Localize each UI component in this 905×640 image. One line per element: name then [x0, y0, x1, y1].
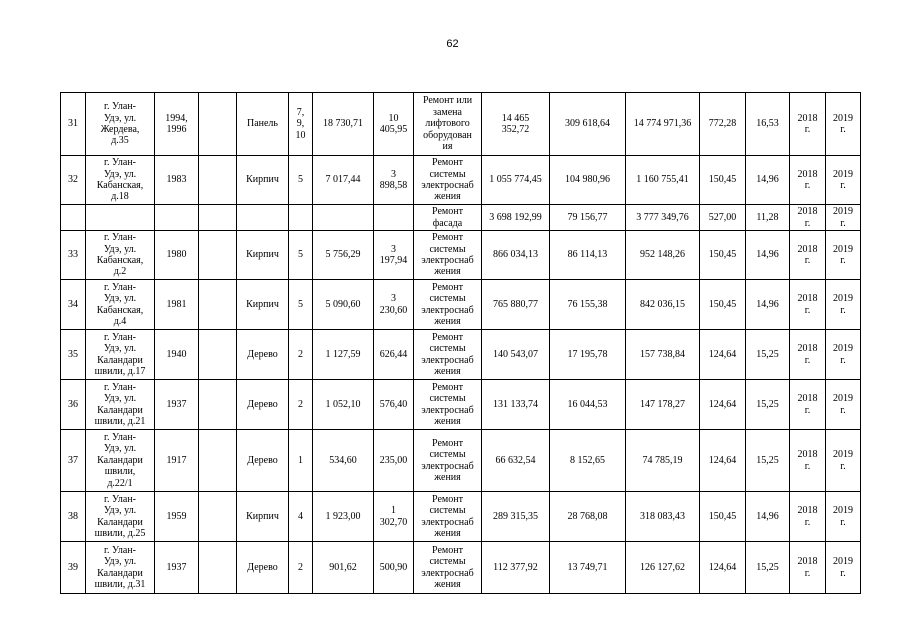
- blank-cell: [199, 542, 237, 594]
- year-built-cell: 1980: [155, 231, 199, 280]
- end-year-cell: 2019 г.: [826, 231, 861, 280]
- work-type-cell: Ремонт системы электроснаб жения: [414, 492, 482, 542]
- start-year-cell: 2018 г.: [790, 205, 826, 231]
- work-type-cell: Ремонт системы электроснаб жения: [414, 542, 482, 594]
- start-year-cell: 2018 г.: [790, 430, 826, 492]
- unit-cost-cell-2: 16,53: [746, 93, 790, 156]
- address-cell: г. Улан- Удэ, ул. Кабанская, д.18: [86, 156, 155, 205]
- work-type-cell: Ремонт или замена лифтового оборудован ия: [414, 93, 482, 156]
- floors-cell: 4: [289, 492, 313, 542]
- unit-cost-cell-1: 527,00: [700, 205, 746, 231]
- table-row: [61, 280, 861, 330]
- end-year-cell: 2019 г.: [826, 280, 861, 330]
- cost-cell-2: 86 114,13: [550, 231, 626, 280]
- cost-cell-1: 3 698 192,99: [482, 205, 550, 231]
- unit-cost-cell-2: 14,96: [746, 492, 790, 542]
- wall-material-cell: Кирпич: [237, 492, 289, 542]
- start-year-cell: 2018 г.: [790, 492, 826, 542]
- unit-cost-cell-1: 124,64: [700, 380, 746, 430]
- work-type-cell: Ремонт системы электроснаб жения: [414, 231, 482, 280]
- year-built-cell: 1983: [155, 156, 199, 205]
- cost-cell-3: 842 036,15: [626, 280, 700, 330]
- blank-cell: [199, 231, 237, 280]
- floors-cell: 7, 9, 10: [289, 93, 313, 156]
- blank-cell: [199, 205, 237, 231]
- unit-cost-cell-1: 150,45: [700, 492, 746, 542]
- cost-cell-3: 126 127,62: [626, 542, 700, 594]
- wall-material-cell: Дерево: [237, 380, 289, 430]
- area-total-cell: 5 090,60: [313, 280, 374, 330]
- area-total-cell: 7 017,44: [313, 156, 374, 205]
- end-year-cell: 2019 г.: [826, 430, 861, 492]
- address-cell: г. Улан- Удэ, ул. Кабанская, д.4: [86, 280, 155, 330]
- cost-cell-2: 16 044,53: [550, 380, 626, 430]
- row-number-cell: 34: [61, 280, 86, 330]
- cost-cell-2: 17 195,78: [550, 330, 626, 380]
- area-total-cell: 5 756,29: [313, 231, 374, 280]
- table-row: [61, 380, 861, 430]
- cost-cell-1: 14 465 352,72: [482, 93, 550, 156]
- end-year-cell: 2019 г.: [826, 542, 861, 594]
- page-number: 62: [446, 38, 459, 50]
- blank-cell: [199, 156, 237, 205]
- floors-cell: [289, 205, 313, 231]
- wall-material-cell: Панель: [237, 93, 289, 156]
- cost-cell-1: 765 880,77: [482, 280, 550, 330]
- address-cell: г. Улан- Удэ, ул. Каландари швили, д.17: [86, 330, 155, 380]
- table-row: [61, 231, 861, 280]
- cost-cell-2: 104 980,96: [550, 156, 626, 205]
- area-second-cell: 626,44: [374, 330, 414, 380]
- address-cell: г. Улан- Удэ, ул. Каландари швили, д.25: [86, 492, 155, 542]
- year-built-cell: 1959: [155, 492, 199, 542]
- blank-cell: [199, 380, 237, 430]
- work-type-cell: Ремонт фасада: [414, 205, 482, 231]
- floors-cell: 5: [289, 280, 313, 330]
- blank-cell: [199, 492, 237, 542]
- row-number-cell: 39: [61, 542, 86, 594]
- row-number-cell: 33: [61, 231, 86, 280]
- area-second-cell: 235,00: [374, 430, 414, 492]
- work-type-cell: Ремонт системы электроснаб жения: [414, 330, 482, 380]
- cost-cell-3: 952 148,26: [626, 231, 700, 280]
- row-number-cell: 32: [61, 156, 86, 205]
- table-row: [61, 93, 861, 156]
- wall-material-cell: Дерево: [237, 430, 289, 492]
- unit-cost-cell-1: 150,45: [700, 156, 746, 205]
- blank-cell: [199, 330, 237, 380]
- table-row: [61, 205, 861, 231]
- cost-cell-1: 112 377,92: [482, 542, 550, 594]
- cost-cell-2: 76 155,38: [550, 280, 626, 330]
- address-cell: г. Улан- Удэ, ул. Кабанская, д.2: [86, 231, 155, 280]
- year-built-cell: 1994, 1996: [155, 93, 199, 156]
- start-year-cell: 2018 г.: [790, 280, 826, 330]
- area-second-cell: 3 197,94: [374, 231, 414, 280]
- cost-cell-2: 79 156,77: [550, 205, 626, 231]
- cost-cell-1: 140 543,07: [482, 330, 550, 380]
- floors-cell: 2: [289, 330, 313, 380]
- area-second-cell: 576,40: [374, 380, 414, 430]
- end-year-cell: 2019 г.: [826, 330, 861, 380]
- work-type-cell: Ремонт системы электроснаб жения: [414, 430, 482, 492]
- wall-material-cell: Дерево: [237, 330, 289, 380]
- unit-cost-cell-2: 15,25: [746, 380, 790, 430]
- cost-cell-2: 309 618,64: [550, 93, 626, 156]
- end-year-cell: 2019 г.: [826, 492, 861, 542]
- unit-cost-cell-2: 14,96: [746, 156, 790, 205]
- unit-cost-cell-1: 124,64: [700, 430, 746, 492]
- row-number-cell: 38: [61, 492, 86, 542]
- table-row: [61, 542, 861, 594]
- row-number-cell: 36: [61, 380, 86, 430]
- area-second-cell: 10 405,95: [374, 93, 414, 156]
- table-row: [61, 492, 861, 542]
- start-year-cell: 2018 г.: [790, 542, 826, 594]
- work-type-cell: Ремонт системы электроснаб жения: [414, 380, 482, 430]
- unit-cost-cell-2: 15,25: [746, 330, 790, 380]
- year-built-cell: 1937: [155, 380, 199, 430]
- table-row: [61, 330, 861, 380]
- address-cell: г. Улан- Удэ, ул. Каландари швили, д.21: [86, 380, 155, 430]
- table-row: [61, 156, 861, 205]
- address-cell: г. Улан- Удэ, ул. Каландари швили, д.31: [86, 542, 155, 594]
- row-number-cell: 37: [61, 430, 86, 492]
- area-total-cell: 18 730,71: [313, 93, 374, 156]
- row-number-cell: [61, 205, 86, 231]
- area-second-cell: 1 302,70: [374, 492, 414, 542]
- floors-cell: 1: [289, 430, 313, 492]
- end-year-cell: 2019 г.: [826, 205, 861, 231]
- end-year-cell: 2019 г.: [826, 380, 861, 430]
- start-year-cell: 2018 г.: [790, 330, 826, 380]
- work-type-cell: Ремонт системы электроснаб жения: [414, 156, 482, 205]
- cost-cell-1: 131 133,74: [482, 380, 550, 430]
- floors-cell: 5: [289, 156, 313, 205]
- works-table: [60, 92, 861, 594]
- year-built-cell: 1937: [155, 542, 199, 594]
- wall-material-cell: Кирпич: [237, 231, 289, 280]
- unit-cost-cell-2: 15,25: [746, 542, 790, 594]
- cost-cell-2: 8 152,65: [550, 430, 626, 492]
- table-row: [61, 430, 861, 492]
- floors-cell: 5: [289, 231, 313, 280]
- wall-material-cell: [237, 205, 289, 231]
- start-year-cell: 2018 г.: [790, 93, 826, 156]
- unit-cost-cell-2: 14,96: [746, 280, 790, 330]
- unit-cost-cell-2: 11,28: [746, 205, 790, 231]
- year-built-cell: 1981: [155, 280, 199, 330]
- cost-cell-1: 66 632,54: [482, 430, 550, 492]
- area-second-cell: 3 230,60: [374, 280, 414, 330]
- area-total-cell: 901,62: [313, 542, 374, 594]
- cost-cell-2: 13 749,71: [550, 542, 626, 594]
- cost-cell-3: 74 785,19: [626, 430, 700, 492]
- end-year-cell: 2019 г.: [826, 93, 861, 156]
- unit-cost-cell-1: 124,64: [700, 330, 746, 380]
- year-built-cell: 1917: [155, 430, 199, 492]
- blank-cell: [199, 93, 237, 156]
- floors-cell: 2: [289, 542, 313, 594]
- cost-cell-3: 157 738,84: [626, 330, 700, 380]
- floors-cell: 2: [289, 380, 313, 430]
- cost-cell-2: 28 768,08: [550, 492, 626, 542]
- start-year-cell: 2018 г.: [790, 380, 826, 430]
- cost-cell-3: 147 178,27: [626, 380, 700, 430]
- area-total-cell: 1 052,10: [313, 380, 374, 430]
- cost-cell-1: 866 034,13: [482, 231, 550, 280]
- unit-cost-cell-1: 772,28: [700, 93, 746, 156]
- area-total-cell: 1 127,59: [313, 330, 374, 380]
- blank-cell: [199, 280, 237, 330]
- area-total-cell: 534,60: [313, 430, 374, 492]
- cost-cell-3: 14 774 971,36: [626, 93, 700, 156]
- wall-material-cell: Дерево: [237, 542, 289, 594]
- cost-cell-3: 318 083,43: [626, 492, 700, 542]
- address-cell: г. Улан- Удэ, ул. Каландари швили, д.22/1: [86, 430, 155, 492]
- year-built-cell: [155, 205, 199, 231]
- wall-material-cell: Кирпич: [237, 280, 289, 330]
- cost-cell-3: 3 777 349,76: [626, 205, 700, 231]
- end-year-cell: 2019 г.: [826, 156, 861, 205]
- work-type-cell: Ремонт системы электроснаб жения: [414, 280, 482, 330]
- row-number-cell: 31: [61, 93, 86, 156]
- unit-cost-cell-1: 150,45: [700, 231, 746, 280]
- unit-cost-cell-1: 150,45: [700, 280, 746, 330]
- unit-cost-cell-1: 124,64: [700, 542, 746, 594]
- area-second-cell: 3 898,58: [374, 156, 414, 205]
- area-second-cell: 500,90: [374, 542, 414, 594]
- wall-material-cell: Кирпич: [237, 156, 289, 205]
- area-second-cell: [374, 205, 414, 231]
- start-year-cell: 2018 г.: [790, 231, 826, 280]
- start-year-cell: 2018 г.: [790, 156, 826, 205]
- blank-cell: [199, 430, 237, 492]
- cost-cell-3: 1 160 755,41: [626, 156, 700, 205]
- cost-cell-1: 289 315,35: [482, 492, 550, 542]
- unit-cost-cell-2: 14,96: [746, 231, 790, 280]
- cost-cell-1: 1 055 774,45: [482, 156, 550, 205]
- area-total-cell: 1 923,00: [313, 492, 374, 542]
- year-built-cell: 1940: [155, 330, 199, 380]
- address-cell: г. Улан- Удэ, ул. Жердева, д.35: [86, 93, 155, 156]
- unit-cost-cell-2: 15,25: [746, 430, 790, 492]
- row-number-cell: 35: [61, 330, 86, 380]
- area-total-cell: [313, 205, 374, 231]
- address-cell: [86, 205, 155, 231]
